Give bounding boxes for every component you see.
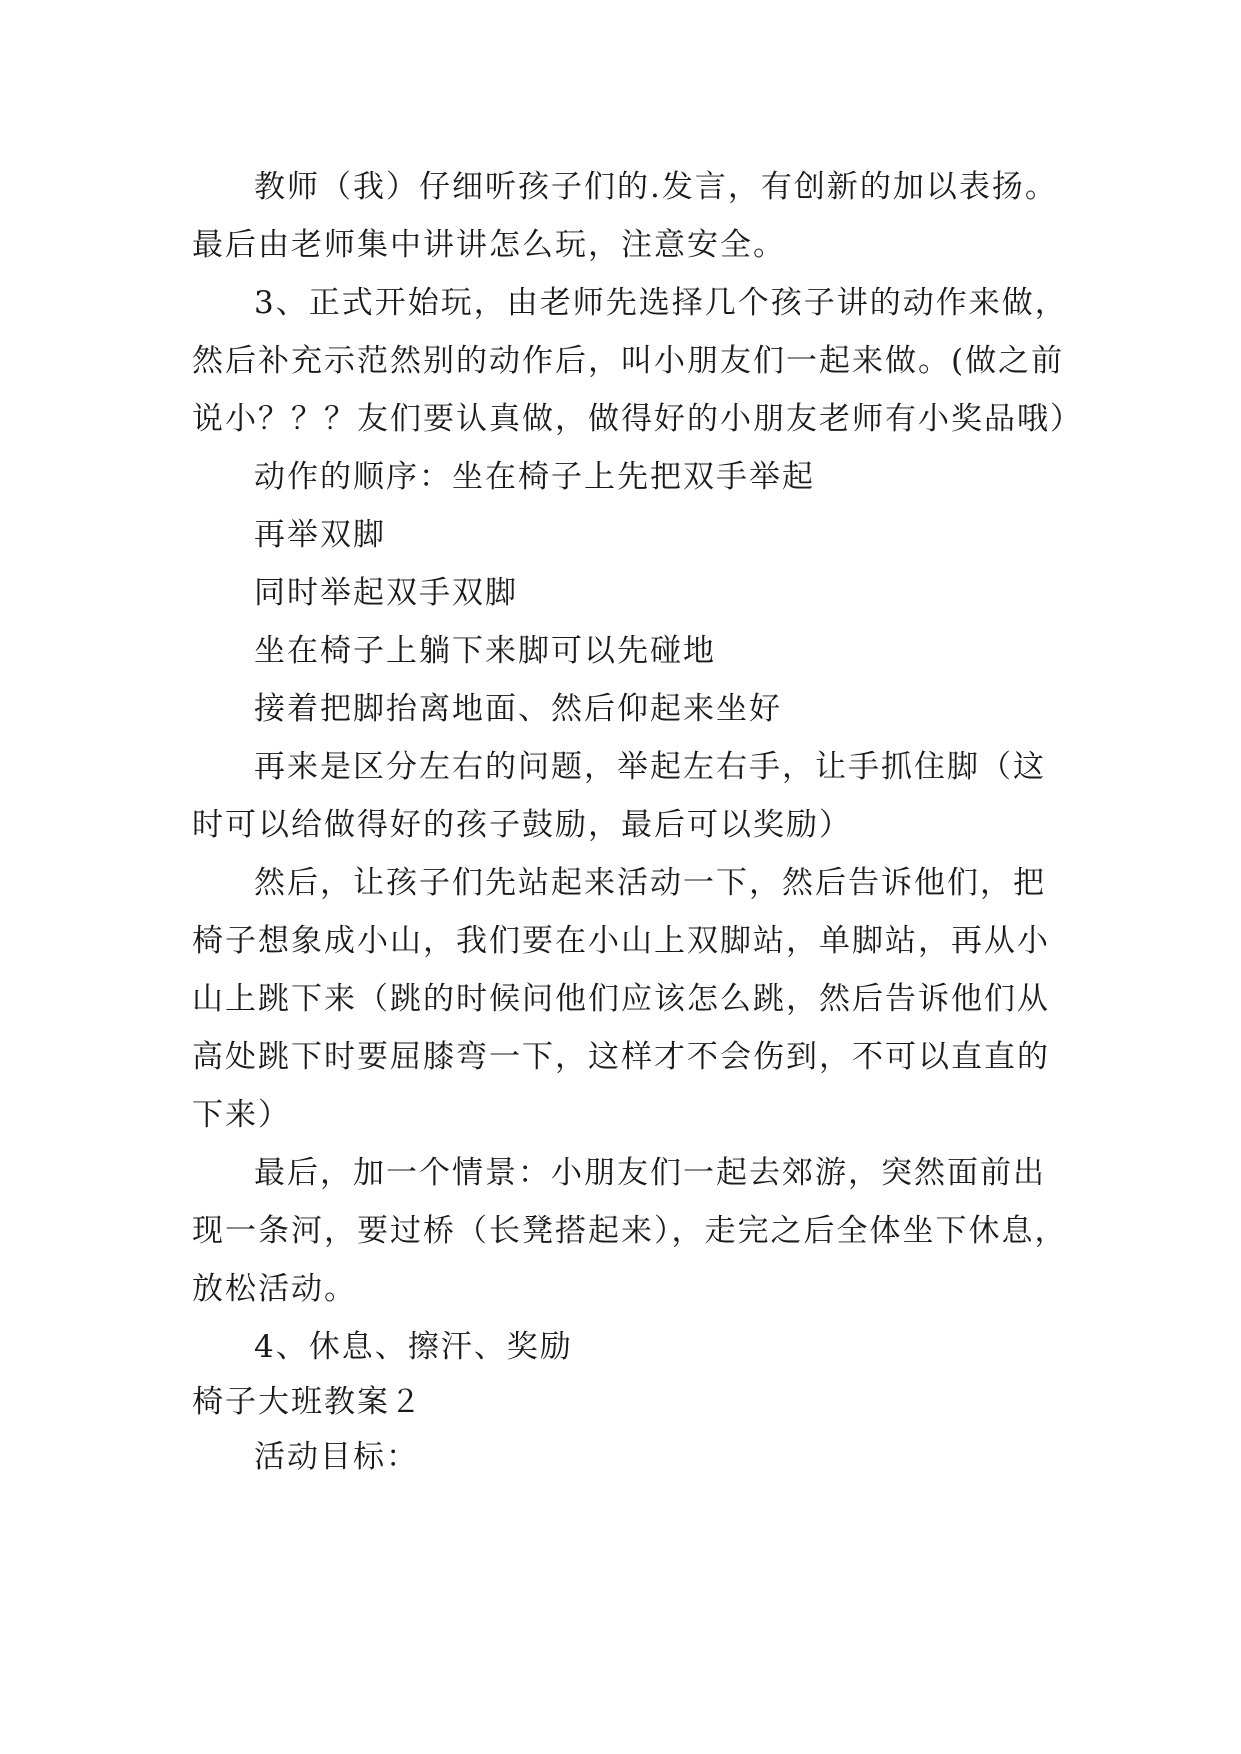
paragraph: 最后，加一个情景：小朋友们一起去郊游，突然面前出现一条河，要过桥（长凳搭起来），走完之后全体坐下休息，放松活动。 [192,1155,1068,1307]
paragraph: 动作的顺序：坐在椅子上先把双手举起 [254,459,815,495]
section-title: 椅子大班教案２ [192,1384,423,1420]
document-body [192,158,1083,1486]
paragraph: 教师（我）仔细听孩子们的.发言，有创新的加以表扬。最后由老师集中讲讲怎么玩，注意安全。 [192,169,1058,263]
paragraph: 再来是区分左右的问题，举起左右手，让手抓住脚（这时可以给做得好的孩子鼓励，最后可以奖励） [192,749,1046,843]
paragraph: 再举双脚 [254,517,386,553]
paragraph: 坐在椅子上躺下来脚可以先碰地 [254,633,716,669]
paragraph: 3、正式开始玩，由老师先选择几个孩子讲的动作来做，然后补充示范然别的动作后，叫小朋友们一起来做。(做之前说小？？？友们要认真做，做得好的小朋友老师有小奖品哦） [192,285,1083,437]
paragraph: 同时举起双手双脚 [254,575,518,611]
paragraph: 接着把脚抬离地面、然后仰起来坐好 [254,691,782,727]
paragraph: 4、休息、擦汗、奖励 [254,1329,573,1365]
paragraph: 然后，让孩子们先站起来活动一下，然后告诉他们，把椅子想象成小山，我们要在小山上双脚站，单脚站，再从小山上跳下来（跳的时候问他们应该怎么跳，然后告诉他们从高处跳下时要屈膝弯一下，这样才不会伤到，不可以直直的下来） [192,865,1050,1133]
paragraph: 活动目标： [254,1439,419,1475]
